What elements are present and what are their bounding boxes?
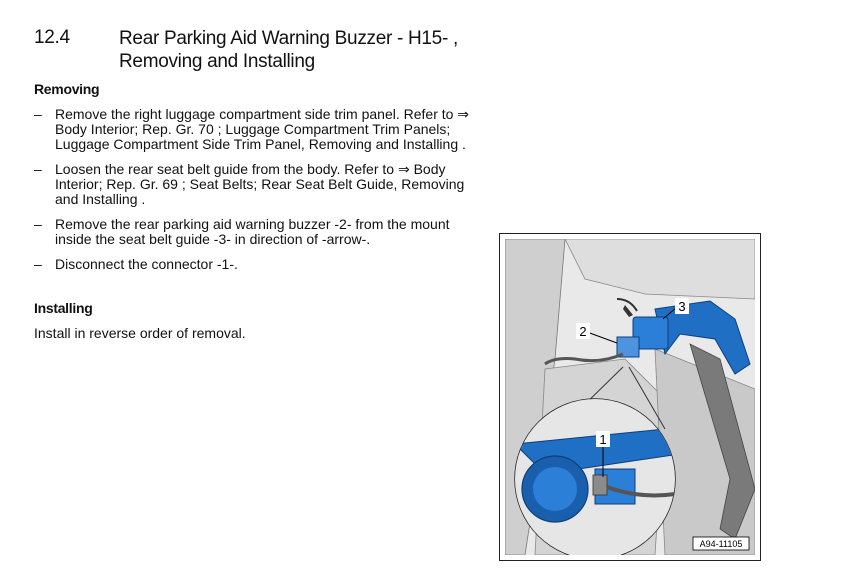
image-code: A94-11105 [699, 539, 743, 549]
step-item: – Loosen the rear seat belt guide from the body. Refer to ⇒ Body Interior; Rep. Gr. 69 ; Seat Belts; Rear Seat Belt Guide, Removing and Installing . [34, 161, 465, 207]
installing-text: Install in reverse order of removal. [34, 325, 246, 341]
section-title: Rear Parking Aid Warning Buzzer - H15- , Removing and Installing [119, 28, 458, 72]
removing-heading: Removing [34, 81, 100, 97]
step-text: Remove the right luggage compartment side trim panel. Refer to ⇒ Body Interior; Rep. Gr. 70 ; Luggage Compartment Trim Panels; Luggage Compartment Side Trim Panel, Removing and Installing . [55, 106, 470, 152]
step-item: – Remove the rear parking aid warning buzzer -2- from the mount inside the seat belt guide -3- in direction of -arrow-. [34, 216, 450, 247]
step-text: Remove the rear parking aid warning buzzer -2- from the mount inside the seat belt guide -3- in direction of -arrow-. [55, 216, 450, 247]
section-number: 12.4 [34, 27, 70, 48]
step-item: – Disconnect the connector -1-. [34, 256, 238, 272]
removing-steps [34, 107, 474, 282]
callout-2-label: 2 [579, 324, 587, 339]
illustration-figure [499, 233, 761, 561]
installing-heading: Installing [34, 300, 93, 316]
buzzer-illustration [505, 239, 755, 555]
callout-1-label: 1 [599, 432, 607, 447]
step-item: – Remove the right luggage compartment side trim panel. Refer to ⇒ Body Interior; Rep. Gr. 70 ; Luggage Compartment Trim Panels; Luggage Compartment Side Trim Panel, Removing and Installing . [34, 106, 470, 152]
callout-3-label: 3 [678, 299, 686, 314]
step-text: Disconnect the connector -1-. [55, 256, 238, 272]
step-text: Loosen the rear seat belt guide from the body. Refer to ⇒ Body Interior; Rep. Gr. 69 ; Seat Belts; Rear Seat Belt Guide, Removing and Installing . [55, 161, 465, 207]
